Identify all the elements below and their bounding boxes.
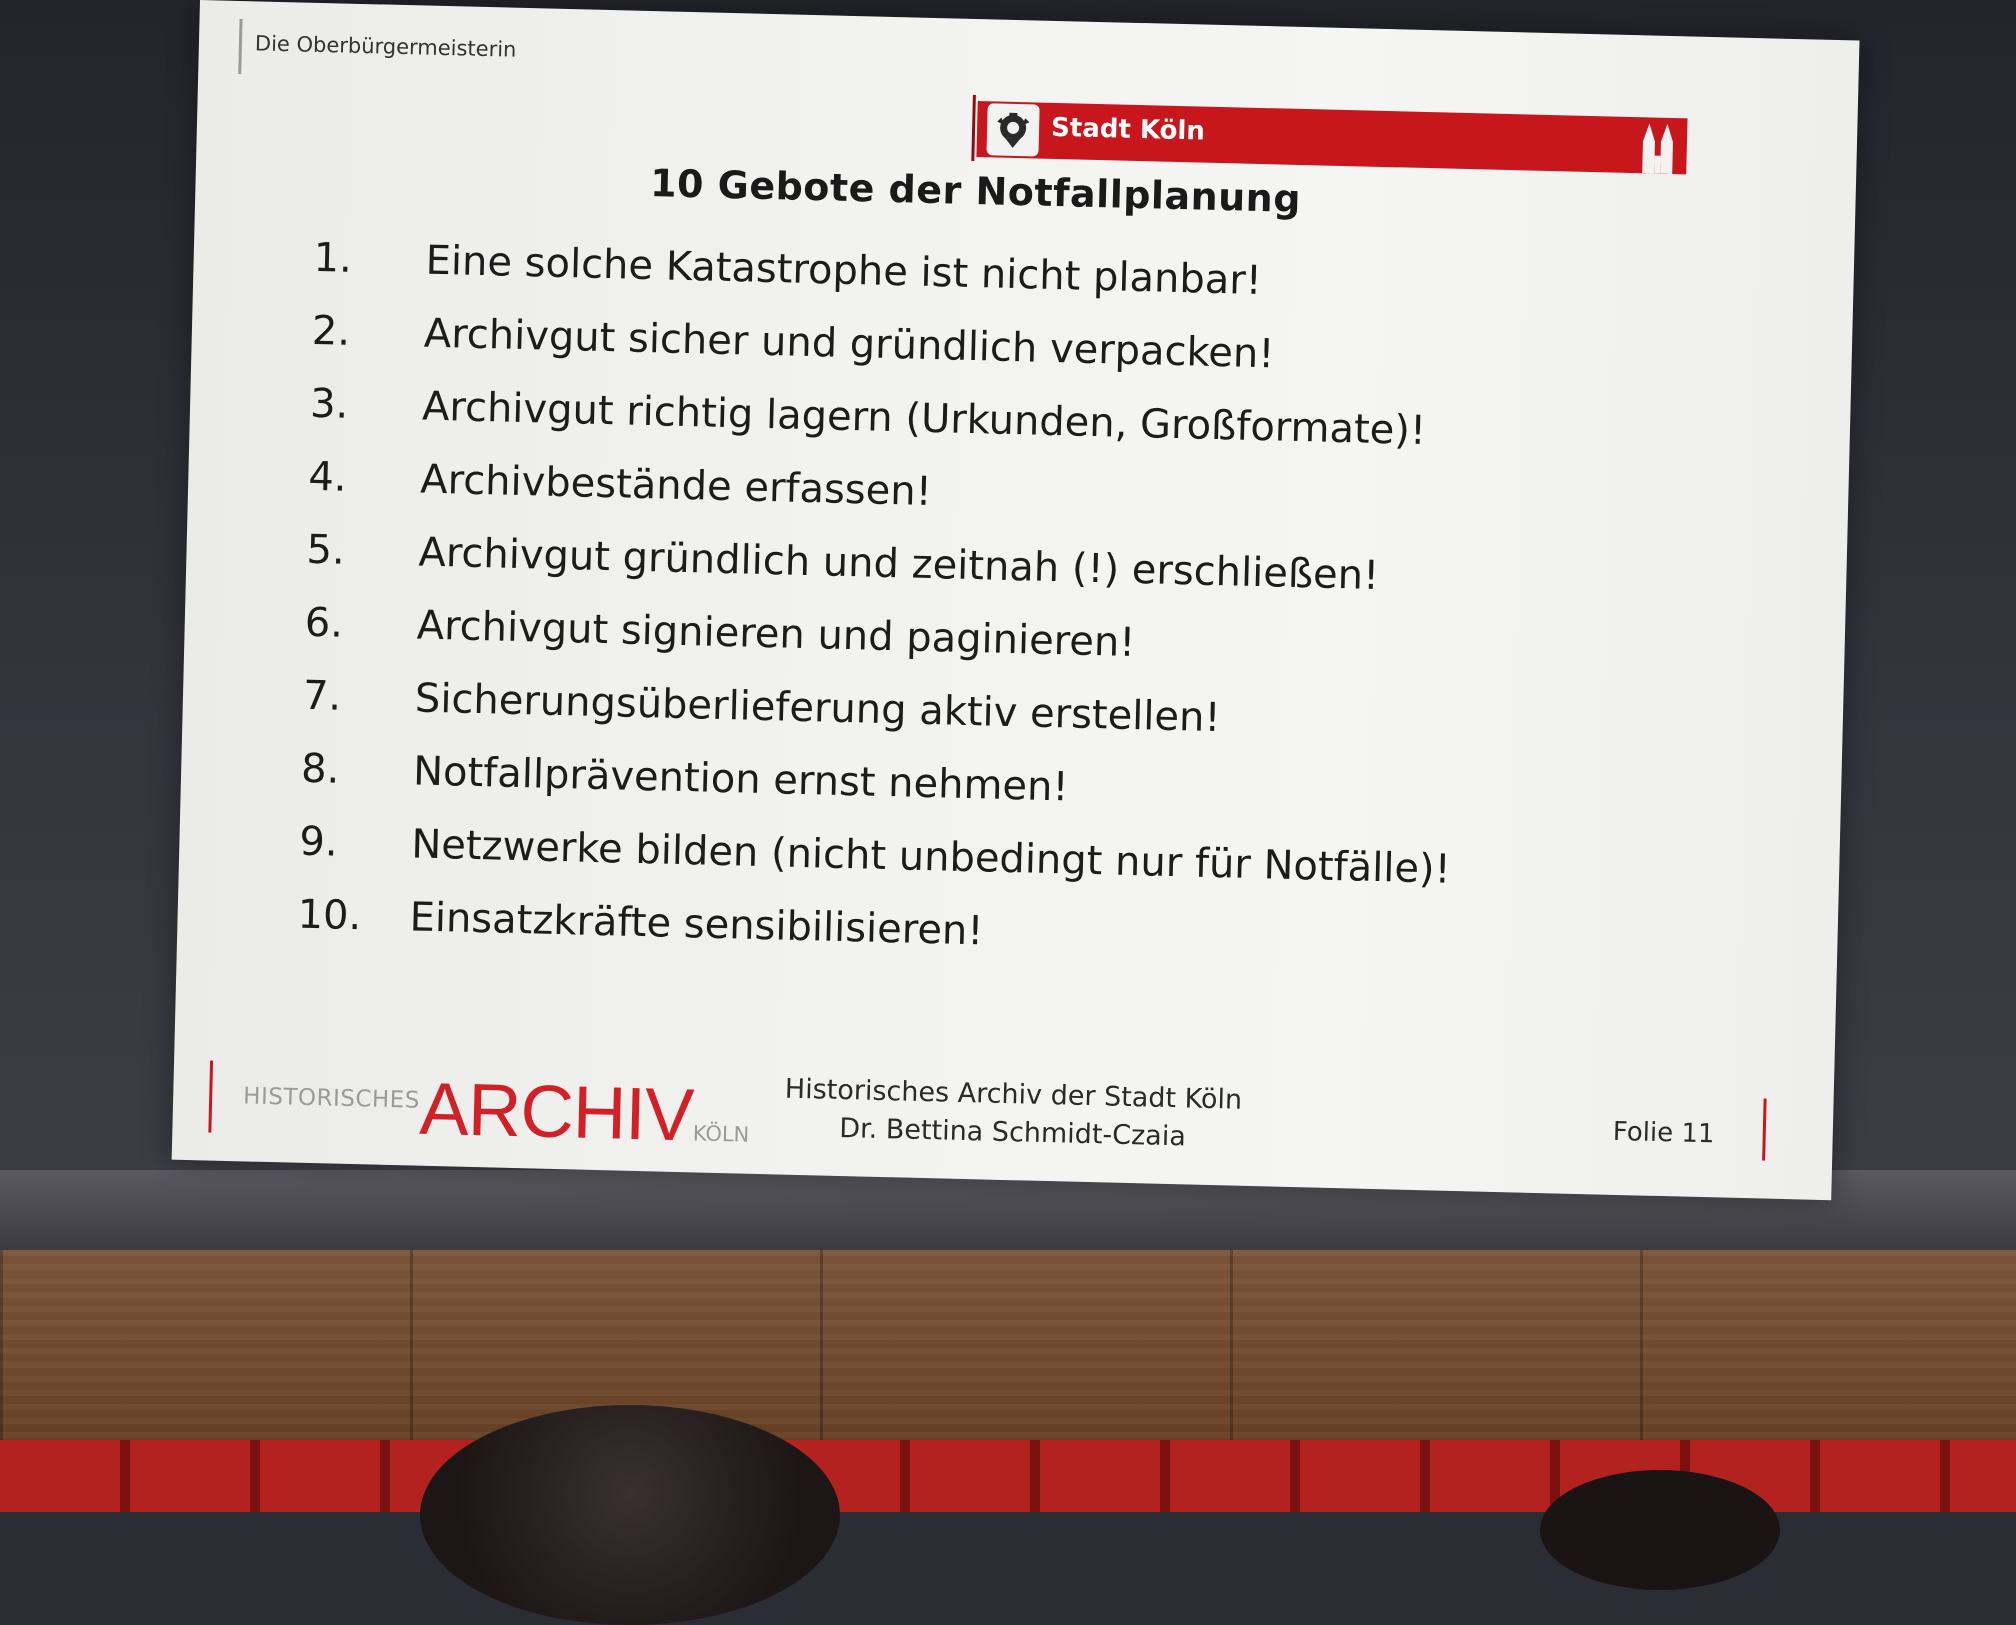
rule-text: Archivbestände erfassen! [419,456,933,516]
rule-number: 9. [298,818,339,866]
rule-number: 2. [311,307,351,355]
logo-sub-text: KÖLN [692,1121,750,1147]
rule-text: Archivgut sicher und gründlich verpacken! [423,310,1275,378]
audience-head-right [1540,1470,1780,1590]
rule-number: 8. [300,745,340,793]
slide-number: Folie 11 [1612,1116,1715,1150]
city-crest-icon [986,103,1039,156]
rule-text: Notfallprävention ernst nehmen! [412,748,1070,811]
rule-text: Sicherungsüberlieferung aktiv erstellen! [414,675,1222,742]
footer-author: Dr. Bettina Schmidt-Czaia [838,1112,1187,1153]
logo-big-text: ARCHIV [418,1066,695,1157]
rule-number: 3. [309,380,349,428]
rule-text: Einsatzkräfte sensibilisieren! [409,894,984,955]
rule-number: 4. [307,453,348,501]
projected-slide [172,0,1860,1200]
rule-text: Archivgut signieren und paginieren! [416,602,1136,667]
rule-text: Netzwerke bilden (nicht unbedingt nur für Notfälle)! [410,821,1452,893]
city-bar-divider [971,95,976,161]
logo-small-text: HISTORISCHES [242,1083,421,1114]
city-name: Stadt Köln [1050,112,1206,147]
audience-head [420,1405,840,1625]
rule-text: Archivgut richtig lagern (Urkunden, Großformate)! [421,383,1427,455]
office-label: Die Oberbürgermeisterin [254,31,517,62]
archive-logo [242,1061,751,1157]
rules-list [296,235,1465,993]
footer-credits [732,1069,1294,1159]
rule-number: 10. [297,891,362,940]
rule-number: 5. [306,526,346,574]
footer-institution: Historisches Archiv der Stadt Köln [784,1073,1243,1116]
rule-number: 6. [304,599,344,647]
header-divider [238,19,242,74]
rule-number: 1. [313,234,353,282]
footer-divider-left [208,1061,213,1133]
slide-title: 10 Gebote der Notfallplanung [649,161,1302,221]
cathedral-icon [1628,119,1685,174]
rule-number: 7. [302,672,342,720]
footer-divider-right [1762,1099,1767,1161]
rule-text: Eine solche Katastrophe ist nicht planbar! [425,237,1263,305]
rule-text: Archivgut gründlich und zeitnah (!) erschließen! [418,529,1380,599]
